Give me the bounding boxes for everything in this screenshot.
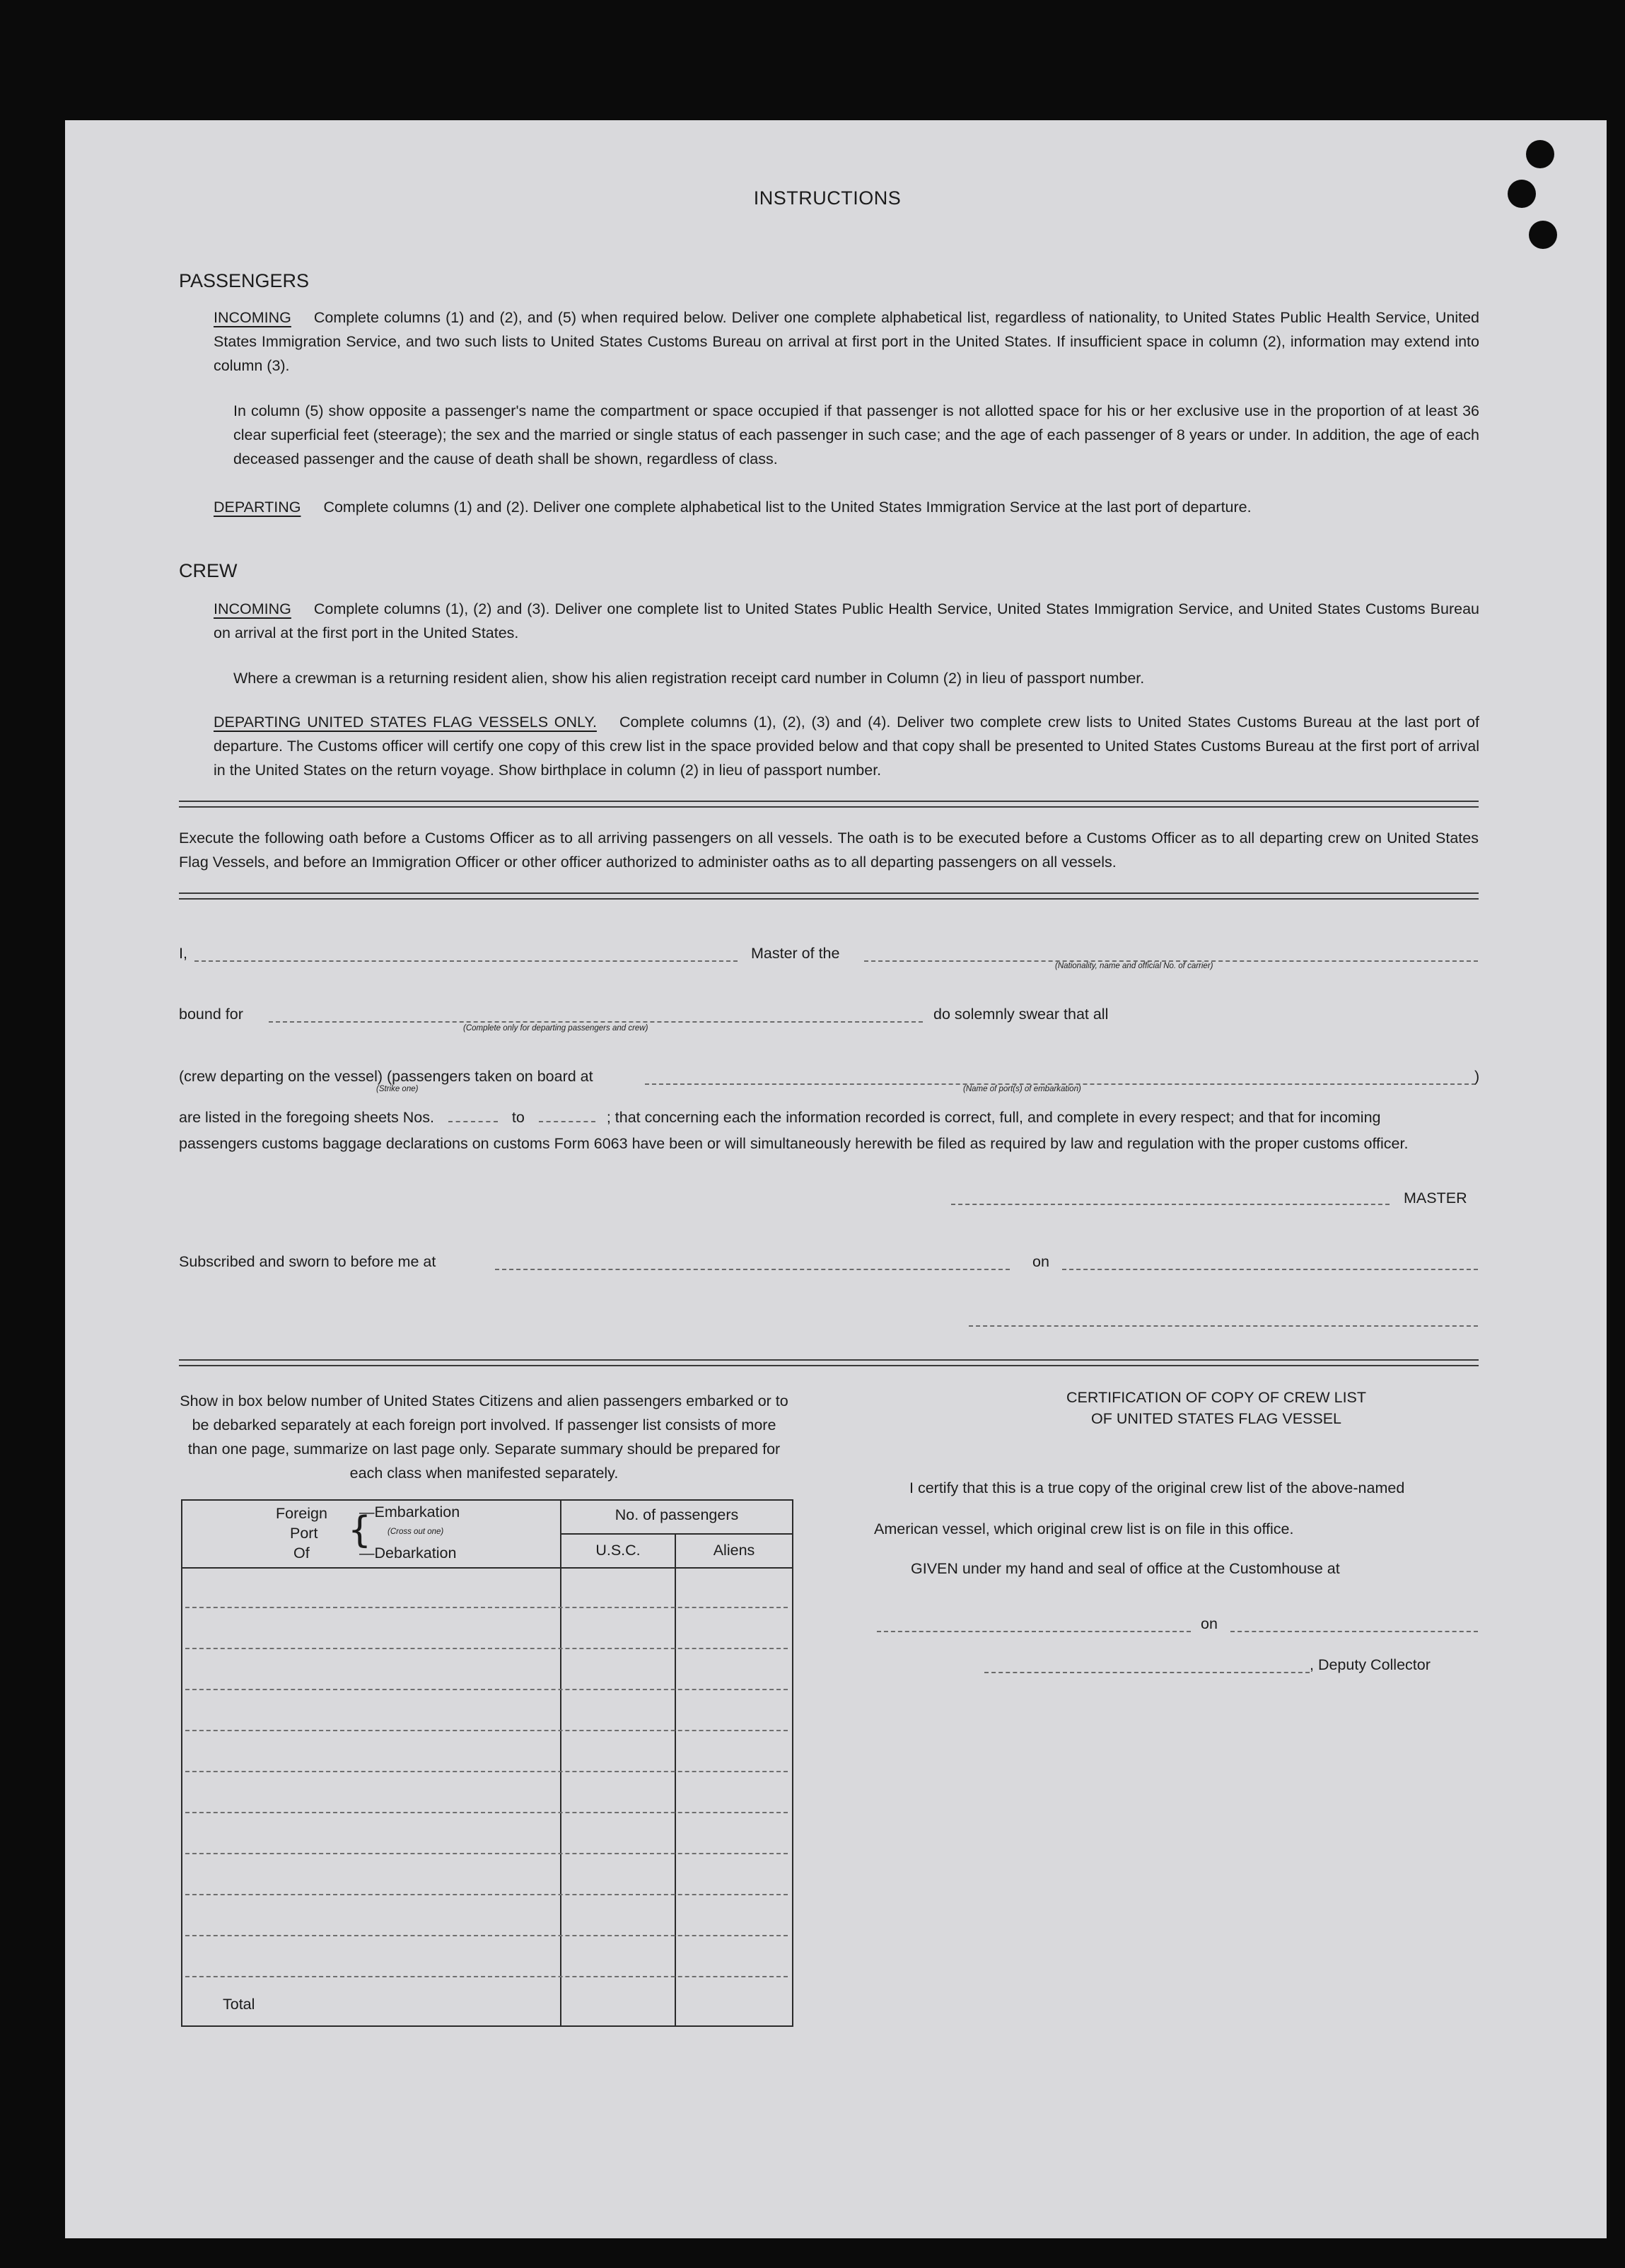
sworn-date-field[interactable] — [1062, 1269, 1478, 1270]
table-row — [185, 1976, 788, 1977]
master-signature-field[interactable] — [951, 1204, 1390, 1205]
subscribed-label: Subscribed and sworn to before me at — [179, 1253, 436, 1270]
strike-one-note: (Strike one) — [376, 1085, 419, 1093]
table-row — [185, 1648, 788, 1649]
passengers-incoming-text: Complete columns (1) and (2), and (5) when required below. Deliver one complete alphabetical list, regardless of nationality, to United States Public Health Service, United States Immigration Service, and two such lists to United States Customs Bureau on arrival at first port in the United States. If insufficient space in column (2), information may extend into column (3). — [214, 309, 1479, 374]
oath-on-label: on — [1032, 1253, 1049, 1270]
passengers-heading: PASSENGERS — [179, 270, 310, 291]
master-name-field[interactable] — [194, 960, 738, 962]
passengers-departing-label: DEPARTING — [214, 499, 301, 516]
certification-line-3: GIVEN under my hand and seal of office at the Customhouse at — [911, 1560, 1340, 1577]
sheet-from-field[interactable] — [448, 1121, 498, 1122]
crew-heading: CREW — [179, 560, 238, 581]
passengers-column5: In column (5) show opposite a passenger's name the compartment or space occupied if that passenger is not allotted space for his or her exclusive use in the proportion of at least 36 clear superficial feet (steerage); the sex and the married or single status of each passenger in such case; and the age of each passenger of 8 years or under. In addition, the age of each deceased passenger and the cause of death shall be shown, regardless of class. — [233, 402, 1479, 467]
certification-date-field[interactable] — [1230, 1631, 1478, 1632]
certification-on-label: on — [1201, 1615, 1218, 1632]
passengers-incoming — [214, 306, 1479, 378]
table-row — [185, 1730, 788, 1731]
table-divider-2 — [675, 1535, 676, 2025]
oath-intro: Execute the following oath before a Customs Officer as to all arriving passengers on all vessels. The oath is to be executed before a Customs Officer as to all departing crew on United States Flag Vessels, and before an Immigration Officer or other officer authorized to administer oaths as to all departing passengers on all vessels. — [179, 830, 1479, 871]
divider-2 — [179, 892, 1479, 900]
certification-title-1: CERTIFICATION OF COPY OF CREW LIST — [1066, 1389, 1367, 1406]
crew-incoming-text: Complete columns (1), (2) and (3). Deliver one complete list to United States Public Health Service, United States Immigration Service, and United States Customs Bureau on arrival at the first port in the United States. — [214, 600, 1479, 641]
complete-only-note: (Complete only for departing passengers and crew) — [463, 1024, 648, 1033]
bound-for-label: bound for — [179, 1006, 243, 1023]
cross-out-note: (Cross out one) — [388, 1528, 444, 1536]
debarkation-label: —Debarkation — [359, 1545, 457, 1562]
table-header-rule — [181, 1567, 792, 1569]
passengers-departing — [214, 495, 1479, 519]
crew-incoming-label: INCOMING — [214, 600, 291, 617]
no-passengers-header: No. of passengers — [615, 1506, 739, 1523]
customhouse-field[interactable] — [877, 1631, 1191, 1632]
crew-departing-label: DEPARTING UNITED STATES FLAG VESSELS ONLY. — [214, 714, 597, 731]
divider-3 — [179, 1359, 1479, 1366]
passengers-departing-text: Complete columns (1) and (2). Deliver one complete alphabetical list to the United States Immigration Service at the last port of departure. — [323, 499, 1252, 516]
divider-1 — [179, 801, 1479, 808]
embarkation-label: —Embarkation — [359, 1504, 460, 1520]
table-row — [185, 1771, 788, 1772]
summary-table — [181, 1499, 793, 2027]
table-divider-1 — [560, 1499, 561, 2025]
table-row — [185, 1894, 788, 1895]
brace: { — [348, 1509, 372, 1552]
deputy-collector-label: , Deputy Collector — [1310, 1656, 1431, 1673]
officer-signature-field[interactable] — [969, 1325, 1478, 1327]
crew-departing-label: (crew departing on the vessel) (passengers taken on board at — [179, 1068, 593, 1085]
col-foreign: Foreign — [276, 1505, 327, 1522]
swear-label: do solemnly swear that all — [933, 1006, 1109, 1023]
bound-for-field[interactable] — [269, 1021, 923, 1023]
close-paren: ) — [1474, 1068, 1480, 1085]
table-row — [185, 1935, 788, 1936]
certification-line-1: I certify that this is a true copy of the original crew list of the above-named — [909, 1479, 1405, 1496]
table-row — [185, 1607, 788, 1608]
crew-resident: Where a crewman is a returning resident alien, show his alien registration receipt card number in Column (2) in lieu of passport number. — [233, 670, 1145, 687]
certification-line-2: American vessel, which original crew list is on file in this office. — [874, 1520, 1294, 1537]
deputy-signature-field[interactable] — [984, 1672, 1310, 1673]
listed-line-c: passengers customs baggage declarations on customs Form 6063 have been or will simultaneously herewith be filed as required by law and regulation with the proper customs officer. — [179, 1135, 1409, 1152]
crew-incoming — [214, 597, 1479, 645]
summary-instructions: Show in box below number of United States Citizens and alien passengers embarked or to be debarked separately at each foreign port involved. If passenger list consists of more than one page, summarize on last page only. Separate summary should be prepared for each class when manifested separately. — [180, 1392, 788, 1482]
col-of: Of — [293, 1545, 310, 1562]
crew-departing — [214, 710, 1479, 782]
listed-b-text: ; that concerning each the information recorded is correct, full, and complete in every respect; and that for incoming — [606, 1109, 1381, 1126]
sworn-place-field[interactable] — [495, 1269, 1010, 1270]
master-of-the-label: Master of the — [751, 945, 840, 962]
page-title: INSTRUCTIONS — [753, 187, 902, 209]
table-row — [185, 1689, 788, 1690]
listed-to-text: to — [511, 1109, 525, 1126]
col-port: Port — [290, 1525, 318, 1542]
usc-header: U.S.C. — [595, 1542, 641, 1559]
listed-line-a — [179, 1109, 1381, 1127]
passengers-incoming-label: INCOMING — [214, 309, 291, 326]
listed-a-text: are listed in the foregoing sheets Nos. — [179, 1109, 434, 1126]
aliens-header: Aliens — [713, 1542, 755, 1559]
punch-hole-1 — [1526, 140, 1554, 168]
table-row — [185, 1853, 788, 1854]
sheet-to-field[interactable] — [539, 1121, 595, 1122]
table-subheader-rule — [560, 1533, 792, 1535]
master-label: MASTER — [1404, 1190, 1467, 1206]
punch-hole-3 — [1529, 221, 1557, 249]
crew-departing-text: Complete columns (1), (2), (3) and (4). Deliver two complete crew lists to United States Customs Bureau at the last port of departure. The Customs officer will certify one copy of this crew list in the space provided below and that copy shall be presented to United States Customs Bureau at the first port of arrival in the United States on the return voyage. Show birthplace in column (2) in lieu of passport number. — [214, 714, 1479, 779]
total-label: Total — [223, 1996, 255, 2013]
oath-i-label: I, — [179, 945, 187, 962]
certification-title-2: OF UNITED STATES FLAG VESSEL — [1090, 1410, 1342, 1427]
table-row — [185, 1812, 788, 1813]
nationality-note: (Nationality, name and official No. of carrier) — [1055, 962, 1213, 970]
port-note: (Name of port(s) of embarkation) — [963, 1085, 1081, 1093]
